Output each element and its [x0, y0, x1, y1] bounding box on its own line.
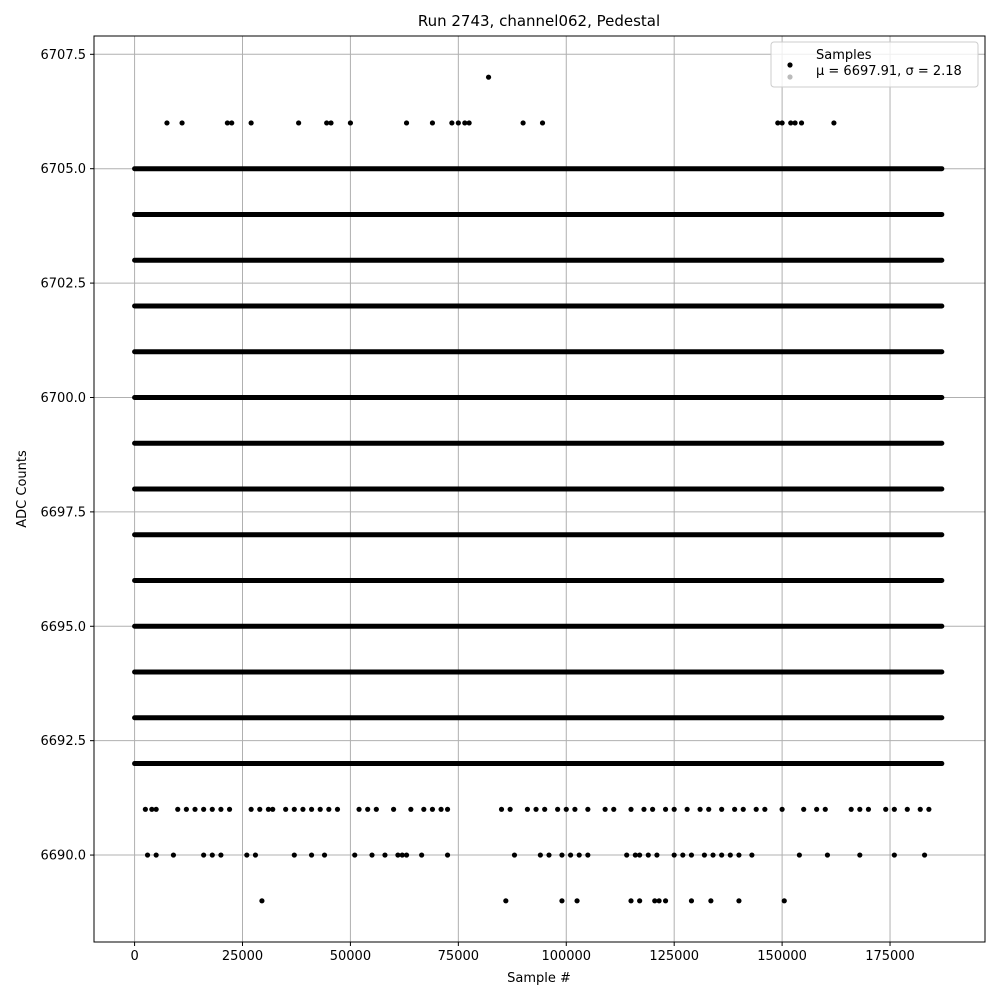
data-point — [685, 807, 690, 812]
data-point — [637, 898, 642, 903]
data-point — [574, 898, 579, 903]
data-point — [736, 898, 741, 903]
data-point — [780, 807, 785, 812]
y-tick-label: 6705.0 — [40, 162, 86, 178]
y-tick-label: 6707.5 — [40, 47, 86, 63]
data-point — [229, 120, 234, 125]
data-point — [542, 807, 547, 812]
data-point — [741, 807, 746, 812]
data-point — [391, 807, 396, 812]
data-point — [175, 807, 180, 812]
data-point — [335, 807, 340, 812]
data-point — [520, 120, 525, 125]
data-point — [555, 807, 560, 812]
data-point — [318, 807, 323, 812]
data-point — [164, 120, 169, 125]
data-point — [486, 75, 491, 80]
data-point — [831, 120, 836, 125]
data-point — [201, 852, 206, 857]
data-point — [467, 120, 472, 125]
data-point — [801, 807, 806, 812]
data-point — [564, 807, 569, 812]
data-point — [430, 807, 435, 812]
y-axis-label: ADC Counts — [15, 450, 30, 528]
data-point — [322, 852, 327, 857]
data-point — [218, 852, 223, 857]
x-tick-label: 100000 — [541, 949, 592, 964]
data-point — [754, 807, 759, 812]
data-point — [624, 852, 629, 857]
data-point — [533, 807, 538, 812]
data-point — [374, 807, 379, 812]
data-point — [348, 120, 353, 125]
data-point — [825, 852, 830, 857]
data-point — [292, 807, 297, 812]
data-point — [719, 852, 724, 857]
data-point — [857, 852, 862, 857]
data-point — [456, 120, 461, 125]
data-point — [404, 852, 409, 857]
x-tick-label: 0 — [130, 949, 139, 964]
data-point — [641, 807, 646, 812]
data-point — [356, 807, 361, 812]
data-point — [628, 898, 633, 903]
data-point — [585, 807, 590, 812]
data-point — [797, 852, 802, 857]
data-point — [218, 807, 223, 812]
data-point — [449, 120, 454, 125]
data-point — [905, 807, 910, 812]
data-point — [270, 807, 275, 812]
data-point — [546, 852, 551, 857]
data-point — [244, 852, 249, 857]
data-point — [719, 807, 724, 812]
data-point — [309, 807, 314, 812]
data-point — [369, 852, 374, 857]
data-point — [538, 852, 543, 857]
data-point — [184, 807, 189, 812]
data-point — [883, 807, 888, 812]
data-point — [710, 852, 715, 857]
data-point — [210, 807, 215, 812]
data-point — [525, 807, 530, 812]
data-point — [663, 898, 668, 903]
data-point — [637, 852, 642, 857]
data-point — [736, 852, 741, 857]
y-tick-label: 6702.5 — [40, 276, 86, 292]
data-point — [508, 807, 513, 812]
legend-marker — [787, 62, 792, 67]
data-point — [154, 807, 159, 812]
x-tick-label: 50000 — [329, 949, 372, 964]
y-tick-label: 6700.0 — [40, 390, 86, 406]
data-point — [408, 807, 413, 812]
data-point — [445, 852, 450, 857]
data-point — [577, 852, 582, 857]
data-point — [918, 807, 923, 812]
data-point — [283, 807, 288, 812]
y-tick-label: 6692.5 — [40, 734, 86, 750]
data-point — [706, 807, 711, 812]
y-tick-label: 6697.5 — [40, 505, 86, 521]
data-point — [892, 807, 897, 812]
data-point — [792, 120, 797, 125]
legend — [771, 42, 978, 87]
data-point — [568, 852, 573, 857]
data-point — [503, 898, 508, 903]
data-point — [179, 120, 184, 125]
data-point — [227, 807, 232, 812]
data-point — [922, 852, 927, 857]
data-point — [585, 852, 590, 857]
data-point — [892, 852, 897, 857]
data-point — [192, 807, 197, 812]
data-point — [309, 852, 314, 857]
data-point — [382, 852, 387, 857]
data-point — [603, 807, 608, 812]
data-point — [697, 807, 702, 812]
data-point — [728, 852, 733, 857]
data-point — [866, 807, 871, 812]
x-tick-label: 125000 — [649, 949, 700, 964]
x-tick-label: 75000 — [437, 949, 480, 964]
data-point — [499, 807, 504, 812]
data-point — [708, 898, 713, 903]
data-point — [404, 120, 409, 125]
data-point — [145, 852, 150, 857]
data-point — [780, 120, 785, 125]
data-point — [540, 120, 545, 125]
data-point — [762, 807, 767, 812]
x-tick-label: 175000 — [865, 949, 915, 964]
data-point — [296, 120, 301, 125]
data-point — [300, 807, 305, 812]
data-point — [663, 807, 668, 812]
x-axis-label: Sample # — [507, 971, 571, 986]
data-layer — [135, 75, 942, 904]
data-point — [512, 852, 517, 857]
data-point — [672, 807, 677, 812]
y-tick-label: 6690.0 — [40, 848, 86, 864]
data-point — [201, 807, 206, 812]
x-tick-label: 150000 — [757, 949, 807, 964]
data-point — [849, 807, 854, 812]
data-point — [249, 807, 254, 812]
data-point — [419, 852, 424, 857]
data-point — [823, 807, 828, 812]
data-point — [611, 807, 616, 812]
data-point — [646, 852, 651, 857]
data-point — [438, 807, 443, 812]
tick-layer — [41, 48, 915, 964]
data-point — [650, 807, 655, 812]
data-point — [292, 852, 297, 857]
legend-stats: μ = 6697.91, σ = 2.18 — [816, 64, 962, 79]
data-point — [689, 898, 694, 903]
data-point — [689, 852, 694, 857]
data-point — [253, 852, 258, 857]
data-point — [782, 898, 787, 903]
data-point — [572, 807, 577, 812]
data-point — [365, 807, 370, 812]
data-point — [559, 898, 564, 903]
data-point — [656, 898, 661, 903]
data-point — [654, 852, 659, 857]
data-point — [926, 807, 931, 812]
data-point — [628, 807, 633, 812]
data-point — [352, 852, 357, 857]
data-point — [732, 807, 737, 812]
data-point — [328, 120, 333, 125]
data-point — [154, 852, 159, 857]
data-point — [430, 120, 435, 125]
chart-title: Run 2743, channel062, Pedestal — [417, 12, 661, 30]
data-point — [421, 807, 426, 812]
data-point — [559, 852, 564, 857]
y-tick-label: 6695.0 — [40, 619, 86, 635]
data-point — [445, 807, 450, 812]
data-point — [680, 852, 685, 857]
data-point — [702, 852, 707, 857]
data-point — [672, 852, 677, 857]
legend-label: Samples — [816, 48, 872, 63]
data-point — [210, 852, 215, 857]
data-point — [249, 120, 254, 125]
data-point — [257, 807, 262, 812]
data-point — [799, 120, 804, 125]
legend-marker-stats — [787, 74, 792, 79]
data-point — [143, 807, 148, 812]
x-tick-label: 25000 — [221, 949, 264, 964]
data-point — [171, 852, 176, 857]
data-point — [857, 807, 862, 812]
data-point — [259, 898, 264, 903]
data-point — [749, 852, 754, 857]
data-point — [326, 807, 331, 812]
data-point — [814, 807, 819, 812]
